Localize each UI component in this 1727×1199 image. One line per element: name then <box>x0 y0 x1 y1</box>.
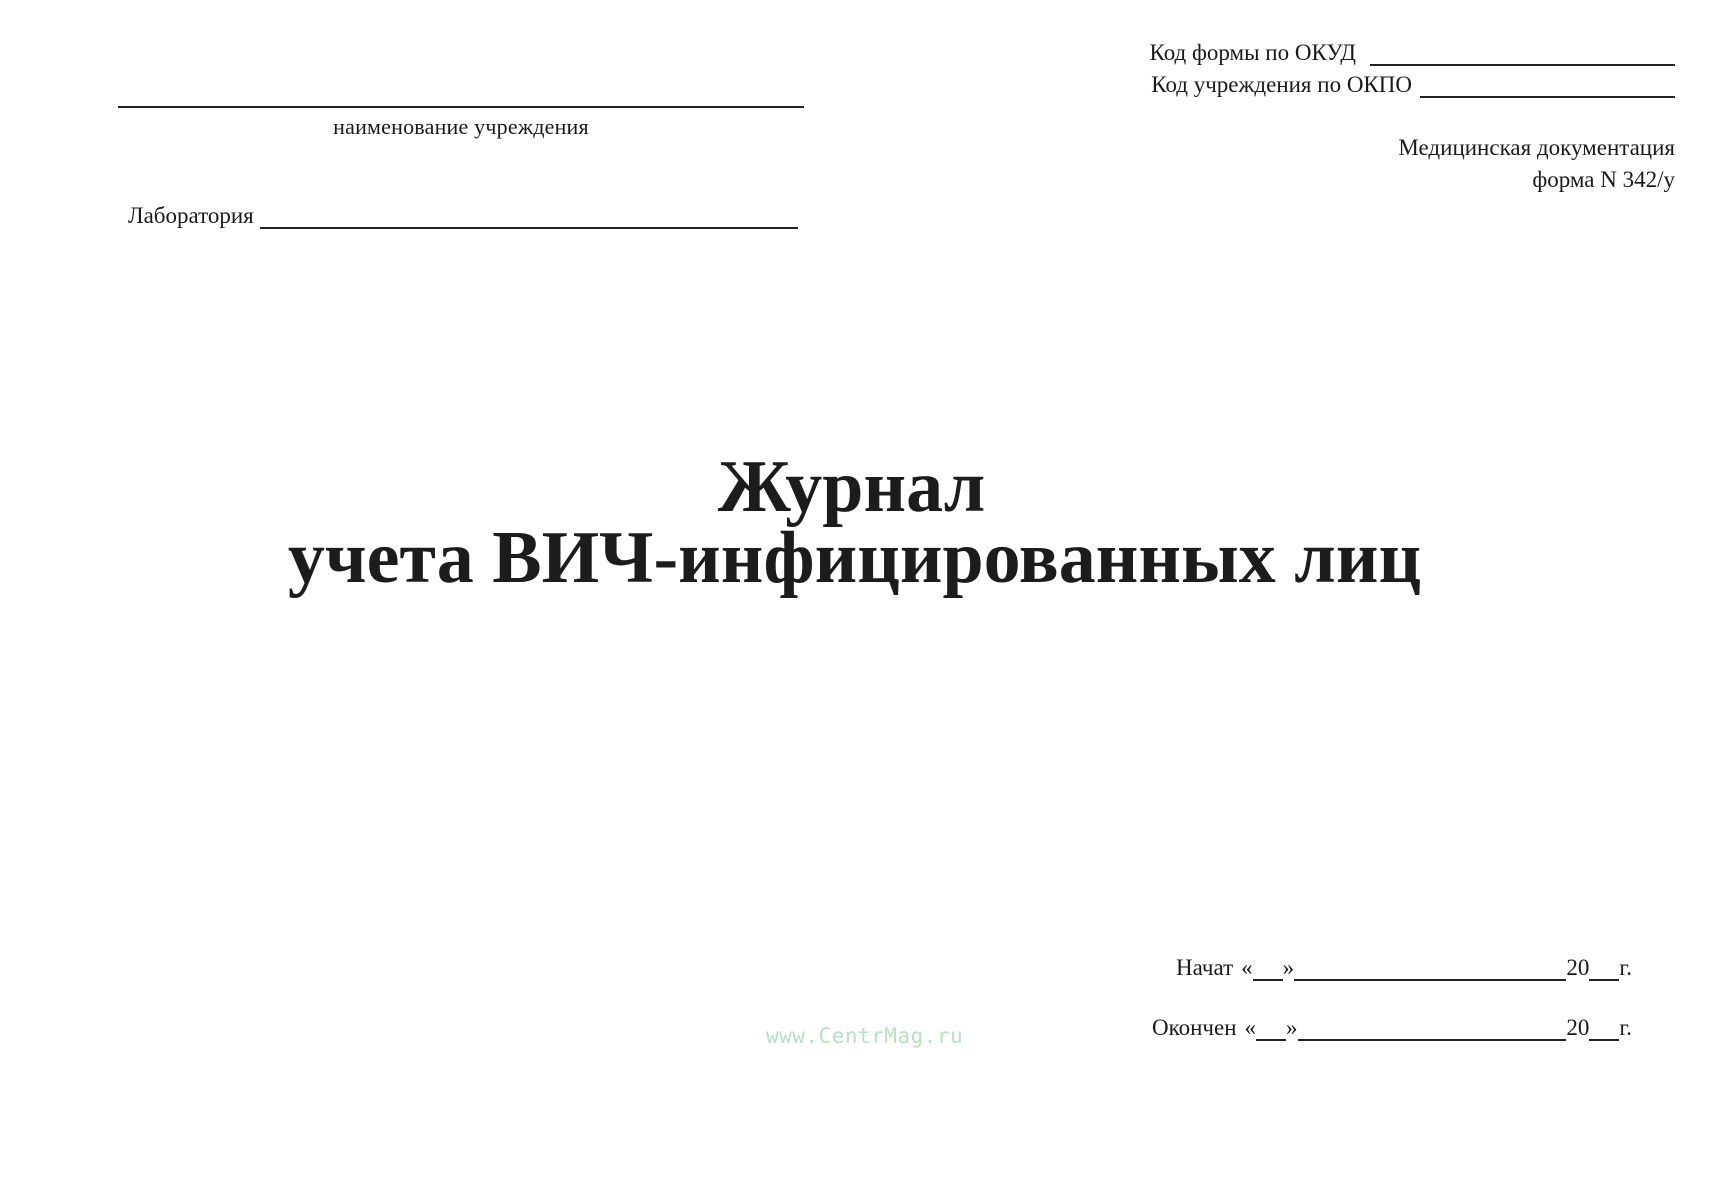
finished-quote-open: « <box>1244 1015 1257 1040</box>
okud-fill-line <box>1370 42 1675 66</box>
med-doc-line2: форма N 342/у <box>1532 167 1675 192</box>
laboratory-label: Лаборатория <box>128 203 254 228</box>
document-title <box>0 446 1727 599</box>
started-year-blank <box>1589 959 1619 981</box>
okpo-label: Код учреждения по ОКПО <box>1151 72 1412 97</box>
started-year-prefix: 20 <box>1566 955 1590 980</box>
started-date-row <box>1176 955 1632 981</box>
laboratory-fill-line <box>260 205 798 229</box>
okud-code-row <box>1150 40 1676 66</box>
institution-caption: наименование учреждения <box>333 114 589 139</box>
finished-date-row <box>1152 1015 1632 1041</box>
finished-year-prefix: 20 <box>1566 1015 1590 1040</box>
finished-day-blank <box>1256 1019 1286 1041</box>
finished-year-blank <box>1589 1019 1619 1041</box>
finished-month-blank <box>1298 1019 1567 1041</box>
okpo-code-row <box>1151 72 1675 98</box>
started-day-blank <box>1253 959 1283 981</box>
finished-quote-close: » <box>1286 1015 1298 1040</box>
started-label: Начат <box>1176 955 1234 980</box>
medical-documentation-form <box>1398 132 1675 196</box>
watermark: www.CentrMag.ru <box>766 1024 964 1048</box>
started-month-blank <box>1294 959 1566 981</box>
started-year-suffix: г. <box>1619 955 1632 980</box>
started-quote-close: » <box>1282 955 1295 980</box>
laboratory-row <box>128 203 798 229</box>
finished-year-suffix: г. <box>1619 1015 1632 1040</box>
title-line2: учета ВИЧ-инфицированных лиц <box>287 517 1422 599</box>
med-doc-line1: Медицинская документация <box>1398 135 1675 160</box>
okpo-fill-line <box>1420 74 1675 98</box>
started-quote-open: « <box>1241 955 1253 980</box>
title-line1: Журнал <box>717 446 986 528</box>
institution-name-line <box>118 106 804 108</box>
okud-label: Код формы по ОКУД <box>1149 40 1356 65</box>
finished-label: Окончен <box>1152 1015 1237 1040</box>
